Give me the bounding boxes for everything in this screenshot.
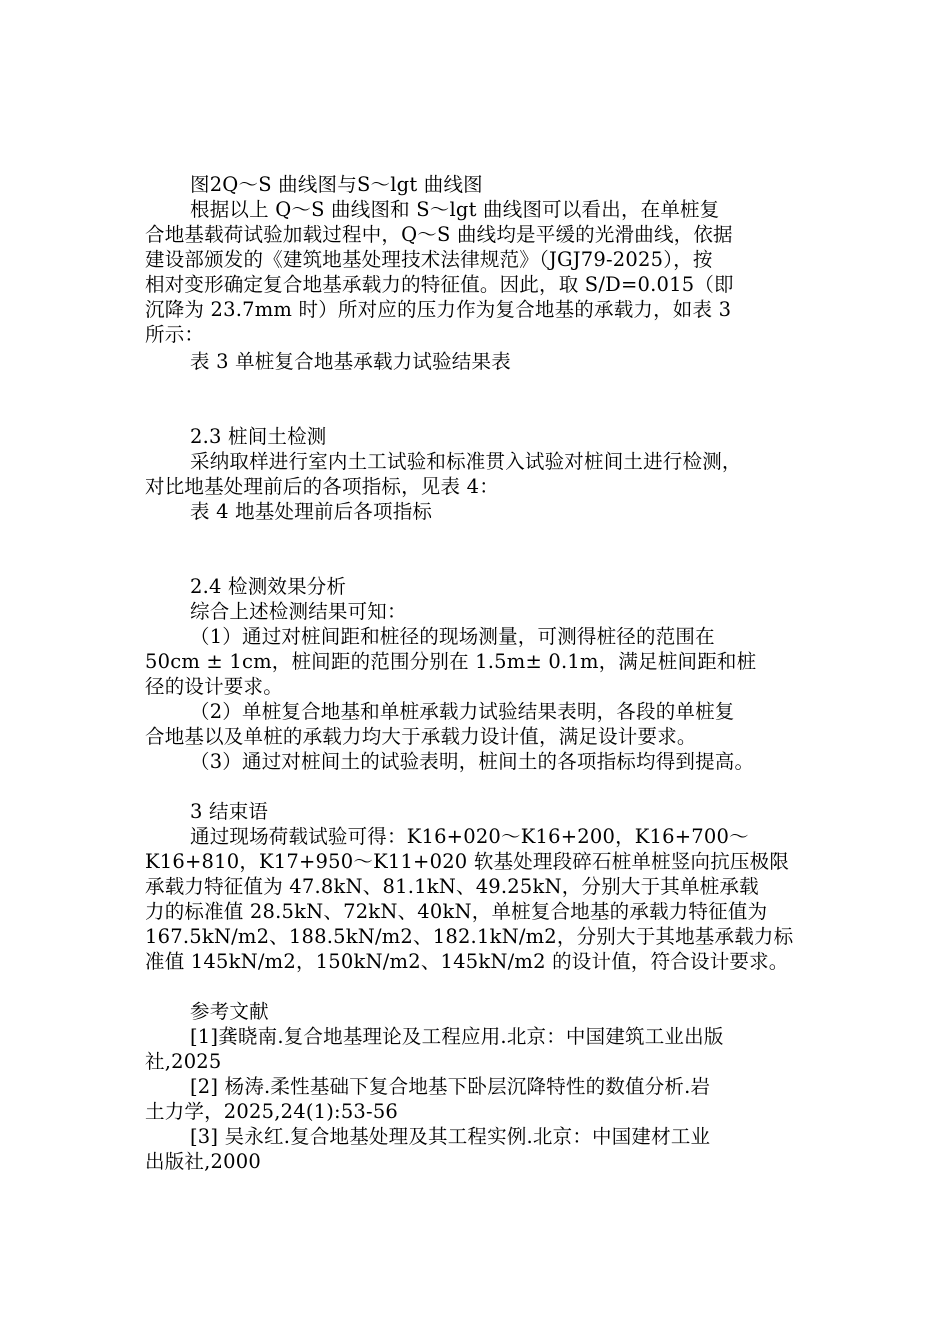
list-item-line: 50cm ± 1cm，桩间距的范围分别在 1.5m± 0.1m，满足桩间距和桩: [145, 650, 757, 673]
list-item-line: 径的设计要求。: [145, 675, 283, 698]
paragraph-line: 合地基载荷试验加载过程中，Q～S 曲线均是平缓的光滑曲线，依据: [145, 223, 733, 246]
section-heading: 2.4 检测效果分析: [190, 575, 347, 598]
reference-entry-line: [2] 杨涛.柔性基础下复合地基下卧层沉降特性的数值分析.岩: [190, 1075, 711, 1098]
section-heading: 2.3 桩间土检测: [190, 425, 327, 448]
reference-entry-line: 出版社,2000: [145, 1150, 261, 1173]
paragraph-line: K16+810，K17+950～K11+020 软基处理段碎石桩单桩竖向抗压极限: [145, 850, 790, 873]
list-item-line: 合地基以及单桩的承载力均大于承载力设计值，满足设计要求。: [145, 725, 697, 748]
table-caption: 表 4 地基处理前后各项指标: [190, 500, 433, 523]
references-heading: 参考文献: [190, 1000, 269, 1023]
reference-entry-line: [3] 吴永红.复合地基处理及其工程实例.北京：中国建材工业: [190, 1125, 711, 1148]
paragraph-line: 所示：: [145, 323, 205, 346]
paragraph-line: 相对变形确定复合地基承载力的特征值。因此，取 S/D=0.015（即: [145, 273, 734, 296]
paragraph-line: 采纳取样进行室内土工试验和标准贯入试验对桩间土进行检测，: [190, 450, 742, 473]
figure-caption: 图2Q～S 曲线图与S～lgt 曲线图: [190, 173, 483, 196]
paragraph-line: 167.5kN/m2、188.5kN/m2、182.1kN/m2，分别大于其地基承载力标: [145, 925, 794, 948]
reference-entry-line: [1]龚晓南.复合地基理论及工程应用.北京：中国建筑工业出版: [190, 1025, 724, 1048]
paragraph-line: 力的标准值 28.5kN、72kN、40kN，单桩复合地基的承载力特征值为: [145, 900, 768, 923]
table-caption: 表 3 单桩复合地基承载力试验结果表: [190, 350, 511, 373]
list-item-line: （2）单桩复合地基和单桩承载力试验结果表明，各段的单桩复: [190, 700, 735, 723]
paragraph-line: 通过现场荷载试验可得：K16+020～K16+200，K16+700～: [190, 825, 749, 848]
paragraph-line: 对比地基处理前后的各项指标，见表 4：: [145, 475, 499, 498]
paragraph-line: 沉降为 23.7mm 时）所对应的压力作为复合地基的承载力，如表 3: [145, 298, 732, 321]
list-item-line: （3）通过对桩间土的试验表明，桩间土的各项指标均得到提高。: [190, 750, 755, 773]
list-item-line: （1）通过对桩间距和桩径的现场测量，可测得桩径的范围在: [190, 625, 715, 648]
paragraph-line: 综合上述检测结果可知：: [190, 600, 407, 623]
reference-entry-line: 社,2025: [145, 1050, 222, 1073]
paragraph-line: 根据以上 Q～S 曲线图和 S～lgt 曲线图可以看出，在单桩复: [190, 198, 720, 221]
reference-entry-line: 土力学，2025,24(1):53-56: [145, 1100, 399, 1123]
paragraph-line: 建设部颁发的《建筑地基处理技术法律规范》（JGJ79-2025），按: [145, 248, 713, 271]
paragraph-line: 承载力特征值为 47.8kN、81.1kN、49.25kN，分别大于其单桩承载: [145, 875, 759, 898]
paragraph-line: 准值 145kN/m2，150kN/m2、145kN/m2 的设计值，符合设计要求。: [145, 950, 789, 973]
section-heading: 3 结束语: [190, 800, 269, 823]
